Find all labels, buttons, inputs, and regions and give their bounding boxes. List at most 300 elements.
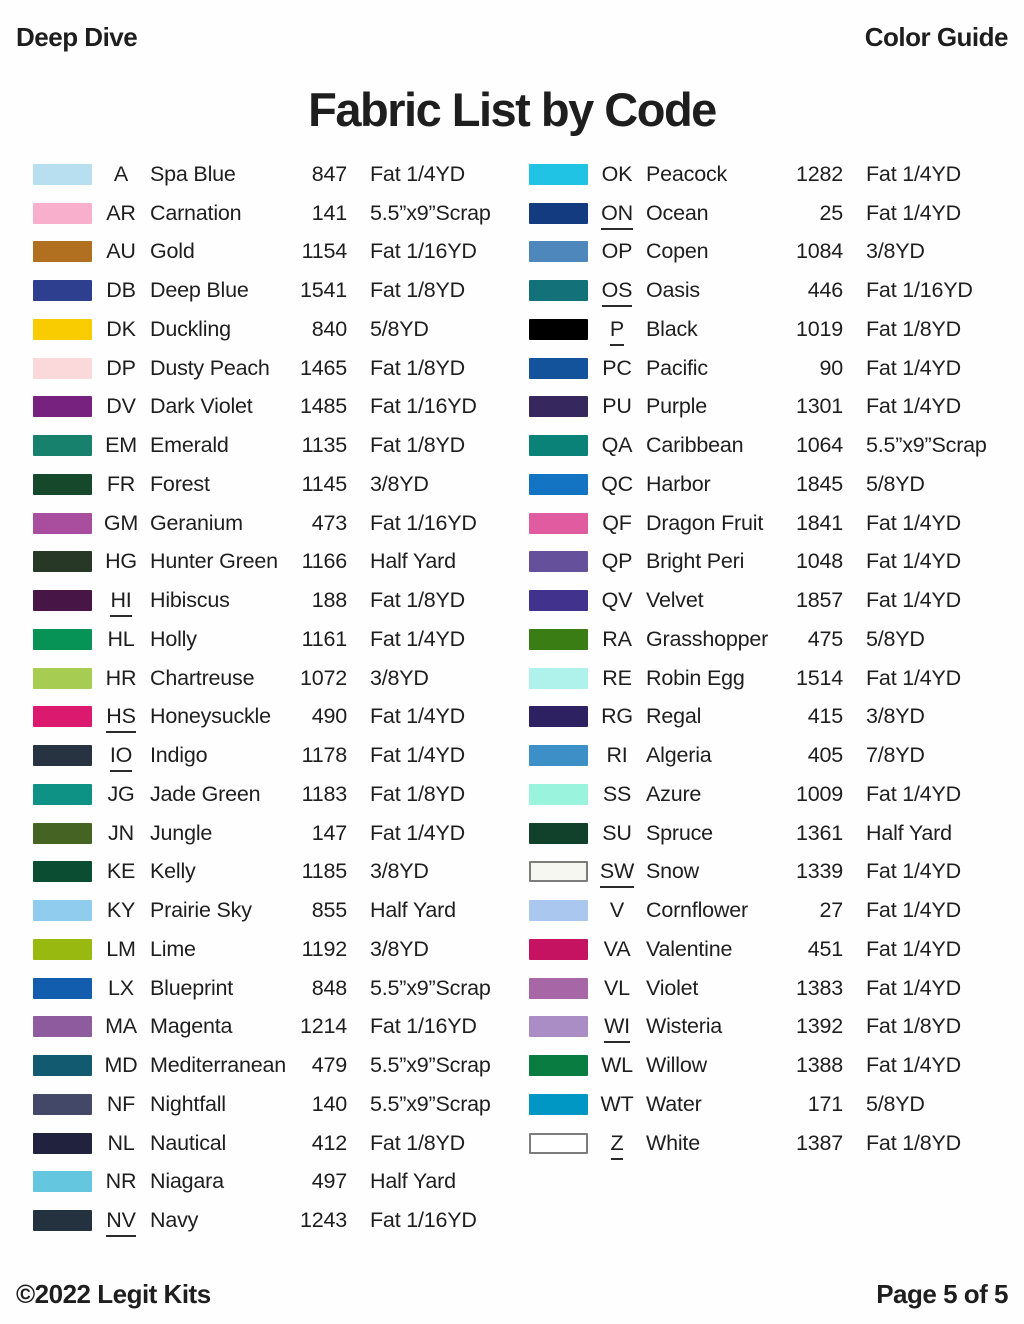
fabric-code: NL xyxy=(107,1130,135,1155)
fabric-code: DP xyxy=(106,355,136,380)
fabric-color-swatch xyxy=(529,1016,588,1037)
fabric-row xyxy=(529,426,997,465)
fabric-row xyxy=(33,969,501,1008)
fabric-number: 1214 xyxy=(300,1014,348,1039)
fabric-color-swatch xyxy=(33,396,92,417)
fabric-code: PU xyxy=(602,394,632,419)
fabric-color-swatch xyxy=(33,1171,92,1192)
fabric-name: Indigo xyxy=(150,743,208,768)
fabric-quantity: Fat 1/4YD xyxy=(866,588,961,613)
fabric-number: 1388 xyxy=(796,1053,844,1078)
fabric-row xyxy=(33,620,501,659)
fabric-code: SW xyxy=(593,859,641,884)
fabric-color-swatch xyxy=(529,668,588,689)
fabric-number: 1845 xyxy=(796,471,844,496)
fabric-name: Mediterranean xyxy=(150,1053,287,1078)
fabric-number: 1361 xyxy=(796,820,844,845)
fabric-name: Bright Peri xyxy=(646,549,745,574)
fabric-code: RE xyxy=(602,665,632,690)
fabric-number: 141 xyxy=(311,200,347,225)
fabric-quantity: 5.5”x9”Scrap xyxy=(370,1091,491,1116)
fabric-quantity: Fat 1/16YD xyxy=(370,1208,477,1233)
fabric-name: Wisteria xyxy=(646,1014,723,1039)
fabric-name: Holly xyxy=(150,626,197,651)
fabric-quantity: Fat 1/4YD xyxy=(370,161,465,186)
fabric-color-swatch xyxy=(33,745,92,766)
fabric-name: Duckling xyxy=(150,316,231,341)
fabric-code: QP xyxy=(601,549,633,574)
fabric-color-swatch xyxy=(33,668,92,689)
fabric-row xyxy=(529,233,997,272)
fabric-name: Robin Egg xyxy=(646,665,745,690)
fabric-color-swatch xyxy=(529,745,588,766)
fabric-name: Blueprint xyxy=(150,975,234,1000)
fabric-number: 25 xyxy=(819,200,843,225)
fabric-row xyxy=(33,310,501,349)
fabric-color-swatch xyxy=(529,706,588,727)
fabric-row xyxy=(33,1085,501,1124)
fabric-color-swatch xyxy=(529,319,588,340)
fabric-quantity: Fat 1/8YD xyxy=(370,278,465,303)
fabric-row xyxy=(529,155,997,194)
fabric-number: 1392 xyxy=(796,1014,844,1039)
fabric-name: Honeysuckle xyxy=(150,704,271,729)
fabric-number: 1185 xyxy=(301,859,347,884)
fabric-row xyxy=(33,930,501,969)
fabric-quantity: Fat 1/8YD xyxy=(866,1130,961,1155)
fabric-quantity: Fat 1/4YD xyxy=(866,859,961,884)
fabric-code: OK xyxy=(601,161,633,186)
fabric-color-swatch xyxy=(33,978,92,999)
fabric-number: 1178 xyxy=(301,743,347,768)
fabric-name: Hunter Green xyxy=(150,549,278,574)
fabric-number: 1485 xyxy=(300,394,348,419)
fabric-number: 415 xyxy=(807,704,843,729)
fabric-number: 405 xyxy=(807,743,843,768)
fabric-code: WL xyxy=(601,1053,633,1078)
fabric-color-swatch xyxy=(529,784,588,805)
fabric-code: LX xyxy=(108,975,134,1000)
fabric-number: 1857 xyxy=(796,588,844,613)
fabric-quantity: Fat 1/8YD xyxy=(370,588,465,613)
fabric-code: IO xyxy=(97,743,145,768)
fabric-row xyxy=(529,930,997,969)
fabric-name: Snow xyxy=(646,859,699,884)
fabric-code: WT xyxy=(600,1091,634,1116)
fabric-row xyxy=(33,1008,501,1047)
fabric-number: 1192 xyxy=(301,936,347,961)
fabric-number: 1387 xyxy=(796,1130,844,1155)
fabric-number: 1019 xyxy=(796,316,844,341)
fabric-name: Hibiscus xyxy=(150,588,230,613)
fabric-number: 1541 xyxy=(300,278,348,303)
fabric-color-swatch xyxy=(529,513,588,534)
fabric-code: RG xyxy=(601,704,633,729)
fabric-quantity: Fat 1/16YD xyxy=(370,394,477,419)
fabric-number: 1166 xyxy=(301,549,347,574)
fabric-color-swatch xyxy=(529,861,588,882)
fabric-row xyxy=(529,1046,997,1085)
fabric-quantity: 3/8YD xyxy=(370,936,429,961)
fabric-quantity: Half Yard xyxy=(370,898,456,923)
fabric-color-swatch xyxy=(33,435,92,456)
fabric-color-swatch xyxy=(529,823,588,844)
fabric-name: Jungle xyxy=(150,820,213,845)
fabric-quantity: 7/8YD xyxy=(866,743,925,768)
fabric-color-swatch xyxy=(529,474,588,495)
fabric-code: NF xyxy=(106,1091,136,1116)
fabric-color-swatch xyxy=(529,358,588,379)
fabric-name: Carnation xyxy=(150,200,242,225)
fabric-name: Black xyxy=(646,316,698,341)
fabric-row xyxy=(529,698,997,737)
fabric-number: 1339 xyxy=(796,859,844,884)
fabric-number: 1301 xyxy=(796,394,844,419)
fabric-quantity: Fat 1/16YD xyxy=(370,1014,477,1039)
copyright-text: ©2022 Legit Kits xyxy=(16,1279,211,1309)
fabric-row xyxy=(529,504,997,543)
fabric-row xyxy=(33,853,501,892)
fabric-number: 1161 xyxy=(301,626,347,651)
fabric-code: PC xyxy=(602,355,632,380)
fabric-color-swatch xyxy=(33,1016,92,1037)
fabric-code: V xyxy=(609,898,625,923)
fabric-number: 475 xyxy=(807,626,843,651)
fabric-color-swatch xyxy=(33,1133,92,1154)
fabric-color-swatch xyxy=(33,939,92,960)
fabric-code: QC xyxy=(601,471,633,496)
fabric-color-swatch xyxy=(33,823,92,844)
fabric-code: QF xyxy=(602,510,632,535)
fabric-name: Caribbean xyxy=(646,433,744,458)
fabric-number: 1135 xyxy=(301,433,347,458)
fabric-row xyxy=(33,543,501,582)
fabric-color-swatch xyxy=(33,1210,92,1231)
fabric-quantity: Fat 1/4YD xyxy=(866,665,961,690)
fabric-number: 446 xyxy=(807,278,843,303)
fabric-number: 1383 xyxy=(796,975,844,1000)
fabric-color-swatch xyxy=(529,939,588,960)
fabric-color-swatch xyxy=(33,358,92,379)
fabric-code: DB xyxy=(106,278,136,303)
fabric-color-swatch xyxy=(33,900,92,921)
fabric-color-swatch xyxy=(529,629,588,650)
fabric-code: Z xyxy=(593,1131,641,1156)
fabric-name: Purple xyxy=(646,394,707,419)
fabric-quantity: Fat 1/8YD xyxy=(370,781,465,806)
fabric-row xyxy=(529,1124,997,1163)
fabric-number: 473 xyxy=(311,510,347,535)
fabric-row xyxy=(33,155,501,194)
fabric-quantity: Fat 1/4YD xyxy=(370,743,465,768)
fabric-row xyxy=(33,1124,501,1163)
fabric-number: 171 xyxy=(807,1091,843,1116)
fabric-row xyxy=(33,698,501,737)
fabric-quantity: Fat 1/16YD xyxy=(370,239,477,264)
fabric-code: MA xyxy=(105,1014,137,1039)
fabric-code: QA xyxy=(601,433,633,458)
fabric-color-swatch xyxy=(529,203,588,224)
fabric-number: 188 xyxy=(311,588,347,613)
fabric-quantity: 3/8YD xyxy=(370,859,429,884)
fabric-number: 1243 xyxy=(300,1208,348,1233)
fabric-quantity: 5.5”x9”Scrap xyxy=(370,200,491,225)
document-name: Deep Dive xyxy=(16,22,138,52)
fabric-quantity: Half Yard xyxy=(866,820,952,845)
fabric-row xyxy=(33,1046,501,1085)
fabric-row xyxy=(33,581,501,620)
fabric-column-right xyxy=(529,155,997,1163)
fabric-row xyxy=(33,426,501,465)
fabric-quantity: Fat 1/4YD xyxy=(866,355,961,380)
fabric-name: Cornflower xyxy=(646,898,748,923)
fabric-name: Spa Blue xyxy=(150,161,236,186)
fabric-color-swatch xyxy=(529,978,588,999)
fabric-color-swatch xyxy=(529,590,588,611)
fabric-code: AR xyxy=(106,200,136,225)
fabric-quantity: Fat 1/4YD xyxy=(370,704,465,729)
fabric-name: Ocean xyxy=(646,200,709,225)
fabric-row xyxy=(529,775,997,814)
fabric-number: 1841 xyxy=(796,510,844,535)
fabric-quantity: 5/8YD xyxy=(866,626,925,651)
fabric-number: 497 xyxy=(311,1169,347,1194)
fabric-number: 90 xyxy=(819,355,843,380)
fabric-quantity: Fat 1/8YD xyxy=(866,316,961,341)
fabric-row xyxy=(33,504,501,543)
fabric-color-swatch xyxy=(529,1094,588,1115)
fabric-code: HR xyxy=(105,665,137,690)
fabric-name: Harbor xyxy=(646,471,711,496)
fabric-row xyxy=(33,271,501,310)
fabric-row xyxy=(33,659,501,698)
fabric-number: 412 xyxy=(311,1130,347,1155)
fabric-name: Forest xyxy=(150,471,210,496)
page-title: Fabric List by Code xyxy=(308,83,716,136)
fabric-code: SS xyxy=(602,781,632,806)
fabric-row xyxy=(529,659,997,698)
fabric-number: 1282 xyxy=(796,161,844,186)
fabric-name: Grasshopper xyxy=(646,626,769,651)
fabric-quantity: Fat 1/16YD xyxy=(866,278,973,303)
fabric-row xyxy=(529,736,997,775)
fabric-number: 1072 xyxy=(300,665,348,690)
fabric-code: RA xyxy=(602,626,632,651)
fabric-name: Chartreuse xyxy=(150,665,255,690)
fabric-quantity: Fat 1/4YD xyxy=(370,626,465,651)
fabric-code: DK xyxy=(106,316,136,341)
fabric-quantity: Fat 1/4YD xyxy=(866,200,961,225)
fabric-name: Nautical xyxy=(150,1130,227,1155)
fabric-row xyxy=(33,1201,501,1240)
fabric-color-swatch xyxy=(33,590,92,611)
fabric-quantity: Half Yard xyxy=(370,1169,456,1194)
fabric-row xyxy=(33,891,501,930)
fabric-color-swatch xyxy=(33,203,92,224)
fabric-quantity: Fat 1/4YD xyxy=(866,898,961,923)
fabric-color-swatch xyxy=(529,435,588,456)
fabric-number: 140 xyxy=(311,1091,347,1116)
fabric-number: 1514 xyxy=(796,665,844,690)
fabric-row xyxy=(529,620,997,659)
fabric-quantity: Fat 1/4YD xyxy=(370,820,465,845)
fabric-column-left xyxy=(33,155,501,1240)
fabric-row xyxy=(529,1008,997,1047)
fabric-code: QV xyxy=(601,588,633,613)
fabric-number: 490 xyxy=(311,704,347,729)
fabric-number: 847 xyxy=(311,161,347,186)
fabric-number: 1048 xyxy=(796,549,844,574)
fabric-row xyxy=(529,465,997,504)
fabric-code: OP xyxy=(601,239,633,264)
fabric-number: 1183 xyxy=(301,781,347,806)
fabric-row xyxy=(33,775,501,814)
fabric-name: Magenta xyxy=(150,1014,233,1039)
fabric-quantity: Fat 1/8YD xyxy=(370,433,465,458)
fabric-code: NV xyxy=(97,1208,145,1233)
fabric-name: Gold xyxy=(150,239,195,264)
fabric-color-swatch xyxy=(33,164,92,185)
fabric-code: FR xyxy=(106,471,136,496)
fabric-row xyxy=(529,543,997,582)
fabric-quantity: Half Yard xyxy=(370,549,456,574)
fabric-name: Willow xyxy=(646,1053,707,1078)
fabric-code: RI xyxy=(606,743,628,768)
fabric-name: Dark Violet xyxy=(150,394,253,419)
fabric-code: KE xyxy=(106,859,136,884)
fabric-row xyxy=(529,194,997,233)
fabric-color-swatch xyxy=(33,861,92,882)
fabric-row xyxy=(33,349,501,388)
fabric-name: Spruce xyxy=(646,820,713,845)
fabric-code: ON xyxy=(593,201,641,226)
fabric-color-swatch xyxy=(529,1055,588,1076)
fabric-name: Velvet xyxy=(646,588,704,613)
fabric-color-swatch xyxy=(529,164,588,185)
fabric-number: 479 xyxy=(311,1053,347,1078)
fabric-code: WI xyxy=(593,1014,641,1039)
fabric-number: 1145 xyxy=(301,471,347,496)
fabric-name: Pacific xyxy=(646,355,708,380)
fabric-code: MD xyxy=(104,1053,138,1078)
fabric-color-swatch xyxy=(33,1094,92,1115)
fabric-name: Algeria xyxy=(646,743,712,768)
fabric-quantity: Fat 1/4YD xyxy=(866,549,961,574)
fabric-color-swatch xyxy=(529,551,588,572)
fabric-code: NR xyxy=(105,1169,137,1194)
fabric-name: Violet xyxy=(646,975,699,1000)
fabric-name: Peacock xyxy=(646,161,728,186)
fabric-color-swatch xyxy=(33,280,92,301)
fabric-quantity: 5.5”x9”Scrap xyxy=(370,975,491,1000)
fabric-name: Emerald xyxy=(150,433,229,458)
fabric-name: Deep Blue xyxy=(150,278,249,303)
fabric-name: Water xyxy=(646,1091,702,1116)
fabric-name: Kelly xyxy=(150,859,196,884)
fabric-quantity: Fat 1/4YD xyxy=(866,936,961,961)
fabric-quantity: Fat 1/16YD xyxy=(370,510,477,535)
fabric-quantity: 3/8YD xyxy=(866,239,925,264)
fabric-quantity: Fat 1/8YD xyxy=(866,1014,961,1039)
fabric-row xyxy=(529,814,997,853)
fabric-code: AU xyxy=(106,239,136,264)
fabric-row xyxy=(33,233,501,272)
fabric-quantity: 5/8YD xyxy=(866,1091,925,1116)
fabric-code: JN xyxy=(108,820,134,845)
fabric-row xyxy=(529,310,997,349)
fabric-row xyxy=(529,1085,997,1124)
fabric-row xyxy=(529,349,997,388)
fabric-color-swatch xyxy=(33,241,92,262)
fabric-row xyxy=(529,853,997,892)
fabric-code: KY xyxy=(106,898,136,923)
fabric-color-swatch xyxy=(529,1133,588,1154)
fabric-quantity: 5/8YD xyxy=(866,471,925,496)
fabric-row xyxy=(33,465,501,504)
fabric-name: Prairie Sky xyxy=(150,898,252,923)
fabric-color-swatch xyxy=(33,706,92,727)
fabric-color-swatch xyxy=(529,280,588,301)
fabric-color-swatch xyxy=(33,784,92,805)
fabric-code: EM xyxy=(105,433,137,458)
fabric-row xyxy=(529,388,997,427)
fabric-row xyxy=(529,581,997,620)
fabric-code: VL xyxy=(604,975,630,1000)
fabric-code: OS xyxy=(593,278,641,303)
fabric-name: Valentine xyxy=(646,936,733,961)
fabric-color-swatch xyxy=(33,319,92,340)
fabric-code: LM xyxy=(106,936,136,961)
fabric-quantity: Fat 1/4YD xyxy=(866,161,961,186)
fabric-color-swatch xyxy=(33,513,92,534)
fabric-code: HI xyxy=(97,588,145,613)
fabric-name: White xyxy=(646,1130,700,1155)
fabric-quantity: 5.5”x9”Scrap xyxy=(866,433,987,458)
fabric-number: 1009 xyxy=(796,781,844,806)
fabric-quantity: 3/8YD xyxy=(866,704,925,729)
fabric-number: 1154 xyxy=(301,239,347,264)
fabric-code: HG xyxy=(105,549,137,574)
fabric-code: GM xyxy=(103,510,139,535)
fabric-quantity: Fat 1/8YD xyxy=(370,355,465,380)
fabric-code: HL xyxy=(107,626,135,651)
fabric-name: Dragon Fruit xyxy=(646,510,764,535)
fabric-number: 1064 xyxy=(796,433,844,458)
fabric-row xyxy=(529,271,997,310)
fabric-name: Lime xyxy=(150,936,196,961)
fabric-quantity: Fat 1/4YD xyxy=(866,975,961,1000)
fabric-name: Copen xyxy=(646,239,709,264)
document-type: Color Guide xyxy=(864,22,1008,52)
fabric-name: Dusty Peach xyxy=(150,355,270,380)
fabric-name: Niagara xyxy=(150,1169,224,1194)
fabric-name: Nightfall xyxy=(150,1091,226,1116)
fabric-number: 840 xyxy=(311,316,347,341)
fabric-code: VA xyxy=(603,936,631,961)
fabric-row xyxy=(33,388,501,427)
fabric-code: JG xyxy=(107,781,135,806)
fabric-code: SU xyxy=(602,820,632,845)
fabric-name: Azure xyxy=(646,781,702,806)
fabric-number: 147 xyxy=(311,820,347,845)
fabric-color-swatch xyxy=(529,241,588,262)
page-number: Page 5 of 5 xyxy=(876,1279,1008,1309)
fabric-quantity: Fat 1/8YD xyxy=(370,1130,465,1155)
fabric-number: 855 xyxy=(311,898,347,923)
fabric-number: 451 xyxy=(807,936,843,961)
fabric-quantity: 3/8YD xyxy=(370,665,429,690)
fabric-number: 1084 xyxy=(796,239,844,264)
